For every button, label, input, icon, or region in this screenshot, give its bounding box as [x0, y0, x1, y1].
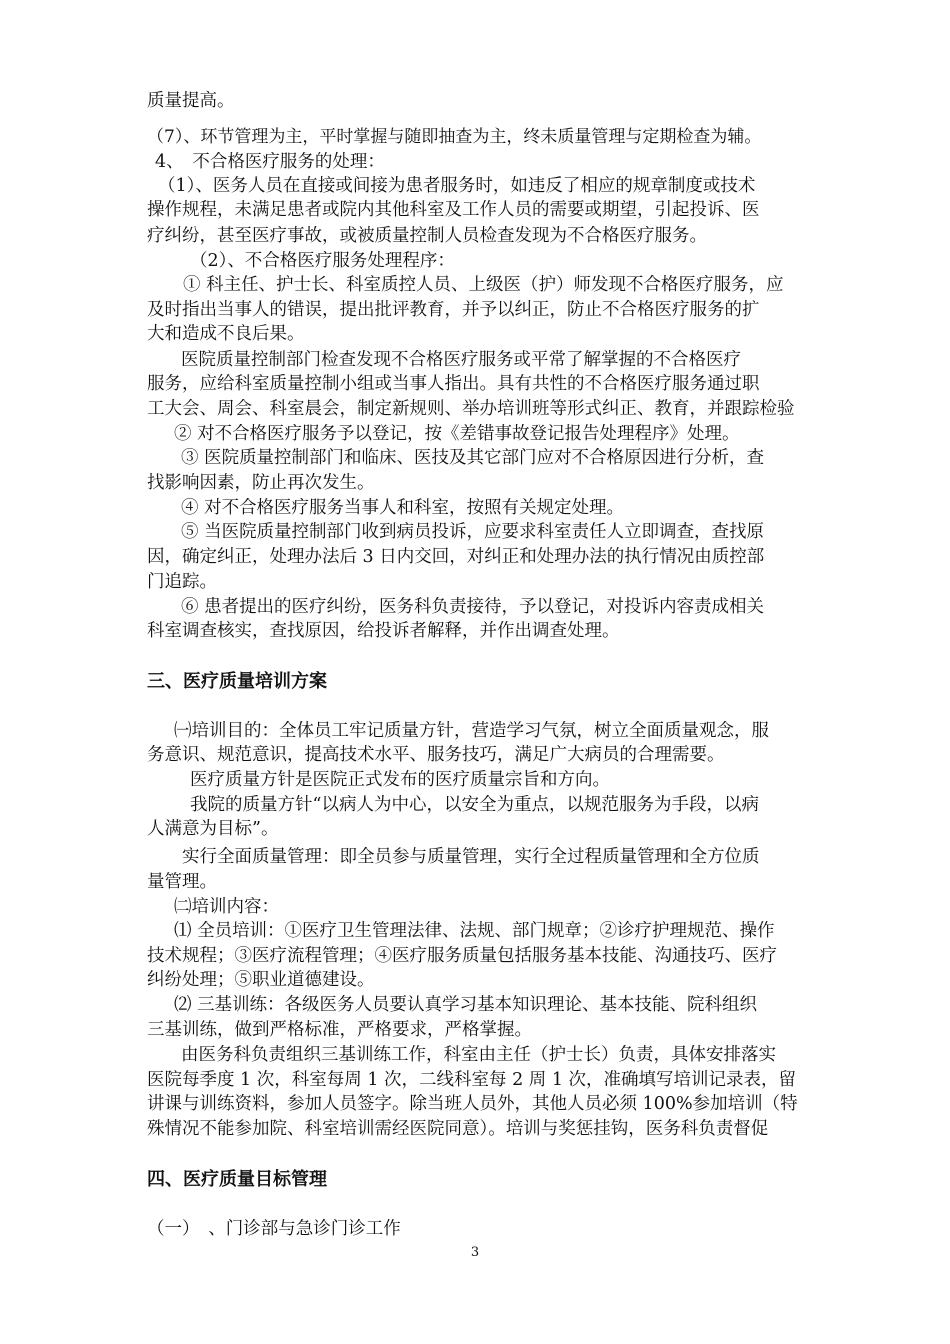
text-line: ⑵ 三基训练：各级医务人员要认真学习基本知识理论、基本技能、院科组织: [174, 995, 758, 1015]
text-line: ⑴ 全员培训：①医疗卫生管理法律、法规、部门规章；②诊疗护理规范、操作: [174, 921, 775, 941]
text-line: 量管理。: [147, 872, 217, 892]
text-line: ㈠培训目的：全体员工牢记质量方针，营造学习气氛，树立全面质量观念，服: [174, 721, 769, 741]
text-line: 大和造成不良后果。: [147, 324, 305, 344]
text-line: 质量提高。: [147, 91, 235, 111]
text-line: 因，确定纠正，处理办法后 3 日内交回，对纠正和处理办法的执行情况由质控部: [147, 547, 765, 567]
text-line: ② 对不合格医疗服务予以登记，按《差错事故登记报告处理程序》处理。: [174, 424, 740, 444]
text-line: ④ 对不合格医疗服务当事人和科室，按照有关规定处理。: [181, 498, 625, 518]
section-heading-4: 4、 不合格医疗服务的处理：: [155, 152, 385, 172]
text-line: 门追踪。: [147, 572, 217, 592]
text-line: （2）、不合格医疗服务处理程序：: [190, 251, 455, 271]
subsection-heading: （一） 、门诊部与急诊门诊工作: [147, 1219, 401, 1239]
text-line: 医院质量控制部门检查发现不合格医疗服务或平常了解掌握的不合格医疗: [181, 350, 741, 370]
text-line: 我院的质量方针“以病人为中心，以安全为重点，以规范服务为手段，以病: [190, 795, 759, 815]
text-line: ③ 医院质量控制部门和临床、医技及其它部门应对不合格原因进行分析，查: [181, 448, 765, 468]
text-line: 人满意为目标”。: [147, 819, 279, 839]
text-line: 三基训练，做到严格标准，严格要求，严格掌握。: [147, 1020, 532, 1040]
text-line: （1）、医务人员在直接或间接为患者服务时，如违反了相应的规章制度或技术: [158, 176, 756, 196]
text-line: 务意识、规范意识，提高技术水平、服务技巧，满足广大病员的合理需要。: [147, 745, 725, 765]
text-line: 操作规程，未满足患者或院内其他科室及工作人员的需要或期望，引起投诉、医: [147, 200, 760, 220]
text-line: 由医务科负责组织三基训练工作，科室由主任（护士长）负责，具体安排落实: [181, 1045, 776, 1065]
text-line: 疗纠纷，甚至医疗事故，或被质量控制人员检查发现为不合格医疗服务。: [147, 226, 707, 246]
text-line: 工大会、周会、科室晨会，制定新规则、举办培训班等形式纠正、教育，并跟踪检验: [147, 399, 795, 419]
text-line: 医疗质量方针是医院正式发布的医疗质量宗旨和方向。: [190, 770, 610, 790]
section-heading-3: 三、医疗质量培训方案: [147, 671, 327, 692]
page-number: 3: [470, 1245, 480, 1260]
text-line: ⑤ 当医院质量控制部门收到病员投诉，应要求科室责任人立即调查，查找原: [181, 522, 765, 542]
text-line: ① 科主任、护士长、科室质控人员、上级医（护）师发现不合格医疗服务，应: [183, 275, 784, 295]
text-line: 技术规程；③医疗流程管理；④医疗服务质量包括服务基本技能、沟通技巧、医疗: [147, 946, 777, 966]
section-heading-4: 四、医疗质量目标管理: [147, 1169, 327, 1190]
text-line: 及时指出当事人的错误，提出批评教育，并予以纠正，防止不合格医疗服务的扩: [147, 300, 760, 320]
text-line: 殊情况不能参加院、科室培训需经医院同意）。培训与奖惩挂钩，医务科负责督促: [147, 1119, 769, 1139]
text-line: 医院每季度 1 次，科室每周 1 次，二线科室每 2 周 1 次，准确填写培训记录表，留: [147, 1070, 797, 1090]
text-line: 讲课与训练资料，参加人员签字。除当班人员外，其他人员必须 100%参加培训（特: [147, 1094, 798, 1114]
text-line: （7）、环节管理为主，平时掌握与随即抽查为主，终未质量管理与定期检查为辅。: [147, 127, 762, 147]
text-line: ⑥ 患者提出的医疗纠纷，医务科负责接待，予以登记，对投诉内容责成相关: [181, 597, 765, 617]
text-line: 服务，应给科室质量控制小组或当事人指出。具有共性的不合格医疗服务通过职: [147, 374, 760, 394]
text-line: 实行全面质量管理：即全员参与质量管理，实行全过程质量管理和全方位质: [182, 847, 760, 867]
text-line: 找影响因素，防止再次发生。: [147, 473, 375, 493]
text-line: 纠纷处理；⑤职业道德建设。: [147, 970, 375, 990]
text-line: ㈡培训内容：: [174, 897, 279, 917]
text-line: 科室调查核实，查找原因，给投诉者解释，并作出调查处理。: [147, 621, 620, 641]
